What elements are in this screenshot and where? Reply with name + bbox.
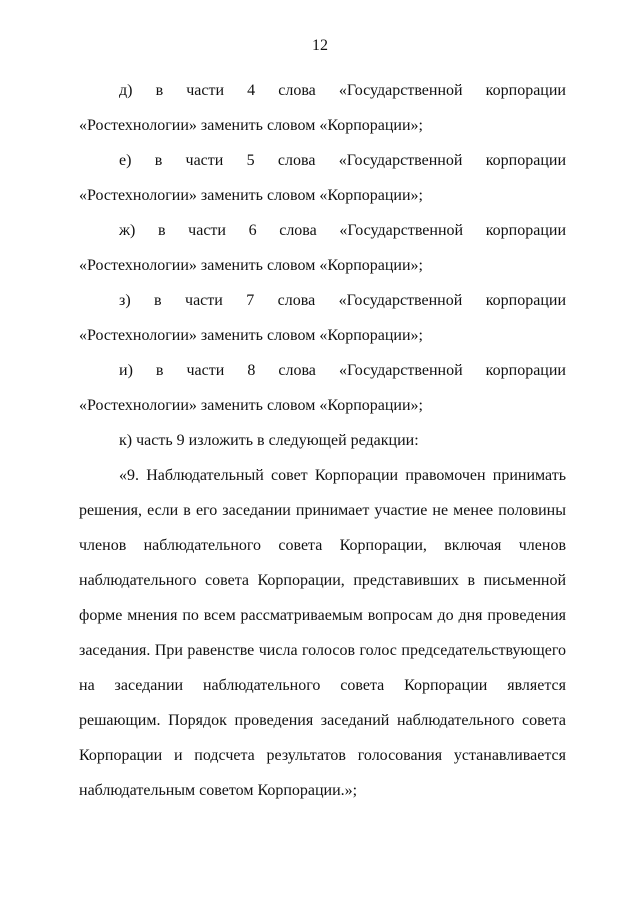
- paragraph-z: з) в части 7 слова «Государственной корпорации «Ростехнологии» заменить словом «Корпорации»;: [79, 292, 566, 344]
- paragraph-part-9-text: «9. Наблюдательный совет Корпорации правомочен принимать решения, если в его заседании принимает участие не менее половины членов наблюдательного совета Корпорации, включая членов наблюдательного совета Корпорации, представивших в письменной форме мнения по всем рассматриваемым вопросам до дня проведения заседания. При равенстве числа голосов голос председательствующего на заседании наблюдательного совета Корпорации является решающим. Порядок проведения заседаний наблюдательного совета Корпорации и подсчета результатов голосования устанавливается наблюдательным советом Корпорации.»;: [79, 467, 566, 799]
- paragraph-k: к) часть 9 изложить в следующей редакции:: [119, 432, 419, 449]
- paragraph-e: е) в части 5 слова «Государственной корпорации «Ростехнологии» заменить словом «Корпорации»;: [79, 152, 566, 204]
- page-number: 12: [312, 37, 328, 54]
- paragraph-zh: ж) в части 6 слова «Государственной корпорации «Ростехнологии» заменить словом «Корпорации»;: [79, 222, 566, 274]
- document-body: [79, 73, 566, 808]
- paragraph-i: и) в части 8 слова «Государственной корпорации «Ростехнологии» заменить словом «Корпорации»;: [79, 362, 566, 414]
- paragraph-d: д) в части 4 слова «Государственной корпорации «Ростехнологии» заменить словом «Корпорации»;: [79, 82, 566, 134]
